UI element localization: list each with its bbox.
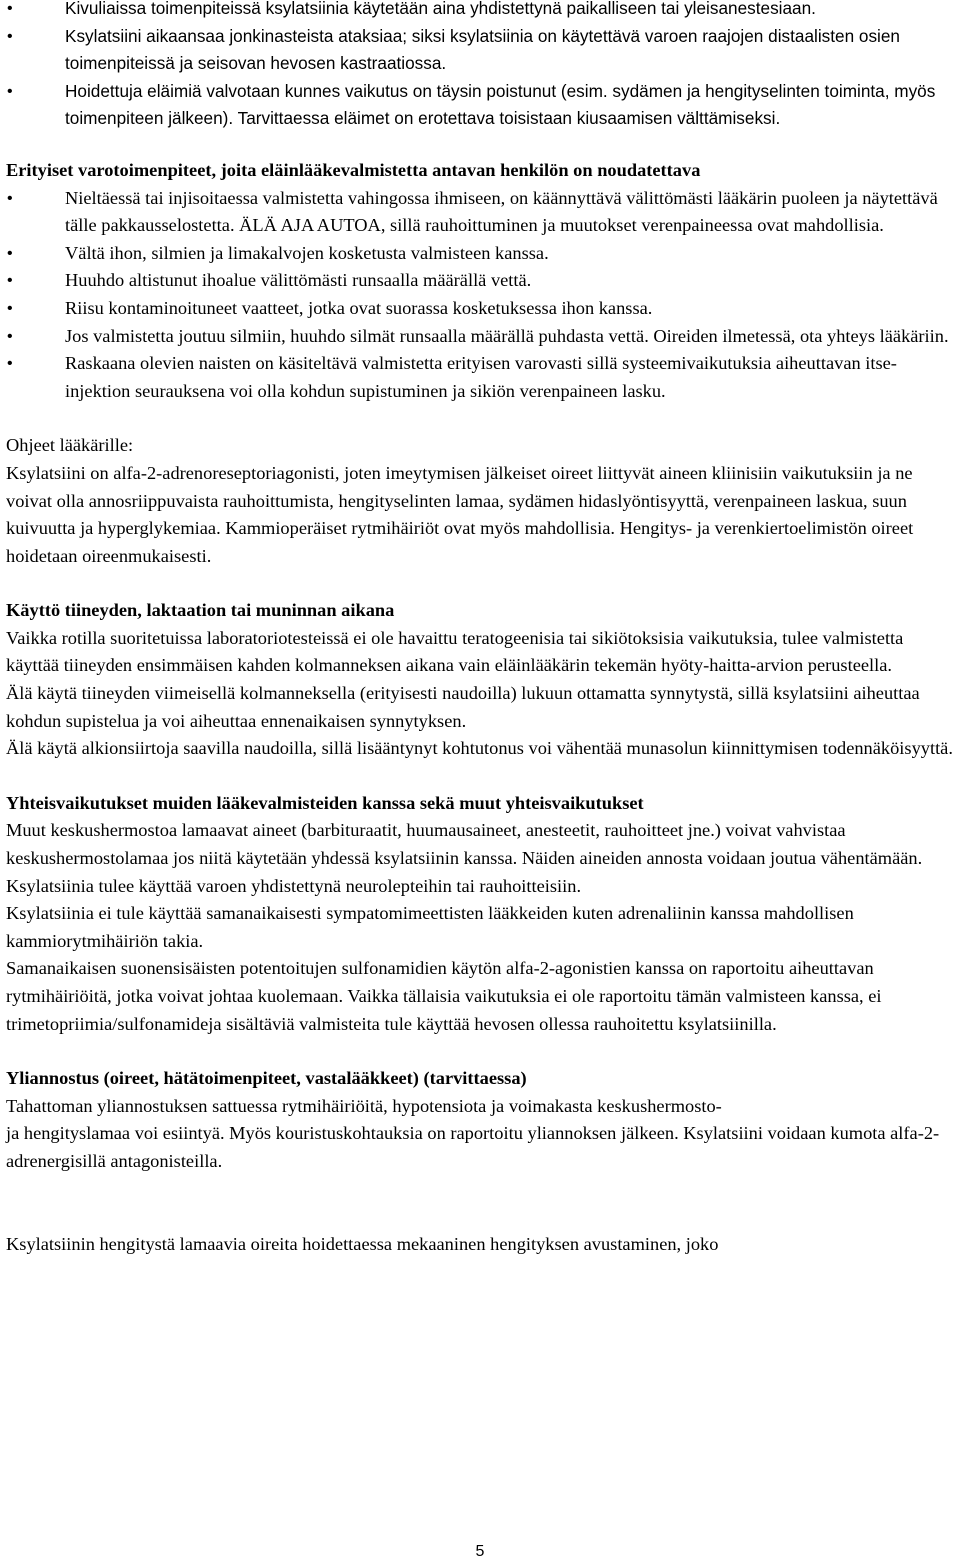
intro-bullet-3: • Hoidettuja eläimiä valvotaan kunnes vaikutus on täysin poistunut (esim. sydämen ja hengityselinten toiminta, myös toimenpiteen jälkeen). Tarvittaessa eläimet on erotettava toisistaan kiusaamisen välttämiseksi. <box>6 78 956 133</box>
interactions-paragraph-3: Samanaikaisen suonensisäisten potentoitujen sulfonamidien käytön alfa-2-agonistien kanssa on raportoitu aiheuttavan rytmihäiriöitä, jotka voivat johtaa kuolemaan. Vaikka tällaisia vaikutuksia ei ole raportoitu tämän valmisteen kanssa, ei trimetopriimia/sulfonamideja sisältäviä valmisteita tule käyttää hevosen ollessa rauhoitettu ksylatsiinilla. <box>6 958 882 1034</box>
precaution-bullet-1: • Nieltäessä tai injisoitaessa valmistetta vahingossa ihmiseen, on käännyttävä välittömästi lääkärin puoleen ja näytettävä tälle pakkausselostetta. ÄLÄ AJA AUTOA, sillä rauhoittuminen ja muutokset verenpaineessa ovat mahdollisia. <box>6 185 956 240</box>
pregnancy-heading: Käyttö tiineyden, laktaation tai muninnan aikana <box>6 600 395 621</box>
physician-advice-heading: Ohjeet lääkärille: <box>6 435 134 456</box>
closing-text: Ksylatsiinin hengitystä lamaavia oireita hoidettaessa mekaaninen hengityksen avustaminen, joko <box>6 1233 719 1254</box>
document-page <box>6 0 956 1258</box>
overdose-heading: Yliannostus (oireet, hätätoimenpiteet, vastalääkkeet) (tarvittaessa) <box>6 1068 527 1089</box>
special-precautions-list <box>6 185 956 406</box>
intro-bullet-2: • Ksylatsiini aikaansaa jonkinasteista ataksiaa; siksi ksylatsiinia on käytettävä varoen raajojen distaalisten osien toimenpiteissä ja seisovan hevosen kastraatiossa. <box>6 23 956 78</box>
pregnancy-paragraph-1: Vaikka rotilla suoritetuissa laboratoriotesteissä ei ole havaittu teratogeenisia tai sikiötoksisia vaikutuksia, tulee valmistetta käyttää tiineyden ensimmäisen kahden kolmanneksen aikana vain eläinlääkärin tekemän hyöty-haitta-arvion perusteella. <box>6 627 904 676</box>
precaution-bullet-3: • Huuhdo altistunut ihoalue välittömästi runsaalla määrällä vettä. <box>6 267 956 295</box>
precaution-bullet-5: • Jos valmistetta joutuu silmiin, huuhdo silmät runsaalla määrällä puhdasta vettä. Oireiden ilmetessä, ota yhteys lääkäriin. <box>6 323 956 351</box>
physician-advice-text: Ksylatsiini on alfa-2-adrenoreseptoriagonisti, joten imeytymisen jälkeiset oireet liittyvät aineen kliinisiin vaikutuksiin ja ne voivat olla annosriippuvaista rauhoittumista, hengityselinten lamaa, sydämen hidaslyöntisyyttä, verenpaineen laskua, suun kuivuutta ja hyperglykemiaa. Kammioperäiset rytmihäiriöt ovat myös mahdollisia. Hengitys- ja verenkiertoelimistön oireet hoidetaan oireenmukaisesti. <box>6 462 914 566</box>
special-precautions-heading: Erityiset varotoimenpiteet, joita eläinlääkevalmistetta antavan henkilön on noudatettava <box>6 159 701 180</box>
page-number: 5 <box>475 1543 485 1560</box>
intro-bullet-1: • Kivuliaissa toimenpiteissä ksylatsiinia käytetään aina yhdistettynä paikalliseen tai yleisanestesiaan. <box>6 0 956 23</box>
interactions-paragraph-2: Ksylatsiinia ei tule käyttää samanaikaisesti sympatomimeettisten lääkkeiden kuten adrenaliinin kanssa mahdollisen kammiorytmihäiriön takia. <box>6 903 854 951</box>
pregnancy-paragraph-2: Älä käytä tiineyden viimeisellä kolmanneksella (erityisesti naudoilla) lukuun ottamatta synnytystä, sillä ksylatsiini aiheuttaa kohdun supistelua ja voi aiheuttaa ennenaikaisen synnytyksen. <box>6 683 920 731</box>
precaution-bullet-6: • Raskaana olevien naisten on käsiteltävä valmistetta erityisen varovasti sillä systeemivaikutuksia aiheuttavan itse-injektion seurauksena voi olla kohdun supistuminen ja sikiön verenpaineen lasku. <box>6 350 956 405</box>
overdose-line-2: ja hengityslamaa voi esiintyä. Myös kouristuskohtauksia on raportoitu yliannoksen jälkeen. Ksylatsiini voidaan kumota alfa-2-adrenergisillä antagonisteilla. <box>6 1123 940 1171</box>
precaution-bullet-2: • Vältä ihon, silmien ja limakalvojen kosketusta valmisteen kanssa. <box>6 240 956 268</box>
precaution-bullet-4: • Riisu kontaminoituneet vaatteet, jotka ovat suorassa kosketuksessa ihon kanssa. <box>6 295 956 323</box>
interactions-paragraph-1: Muut keskushermostoa lamaavat aineet (barbituraatit, huumausaineet, anesteetit, rauhoitteet jne.) voivat vahvistaa keskushermostolamaa jos niitä käytetään yhdessä ksylatsiinin kanssa. Näiden aineiden annosta voidaan joutua vähentämään. Ksylatsiinia tulee käyttää varoen yhdistettynä neurolepteihin tai rauhoitteisiin. <box>6 820 923 896</box>
intro-bullet-list <box>6 0 956 133</box>
pregnancy-paragraph-3: Älä käytä alkionsiirtoja saavilla naudoilla, sillä lisääntynyt kohtutonus voi vähentää munasolun kiinnittymisen todennäköisyyttä. <box>6 738 953 759</box>
overdose-line-1: Tahattoman yliannostuksen sattuessa rytmihäiriöitä, hypotensiota ja voimakasta keskushermosto- <box>6 1095 722 1116</box>
interactions-heading: Yhteisvaikutukset muiden lääkevalmisteiden kanssa sekä muut yhteisvaikutukset <box>6 792 644 813</box>
